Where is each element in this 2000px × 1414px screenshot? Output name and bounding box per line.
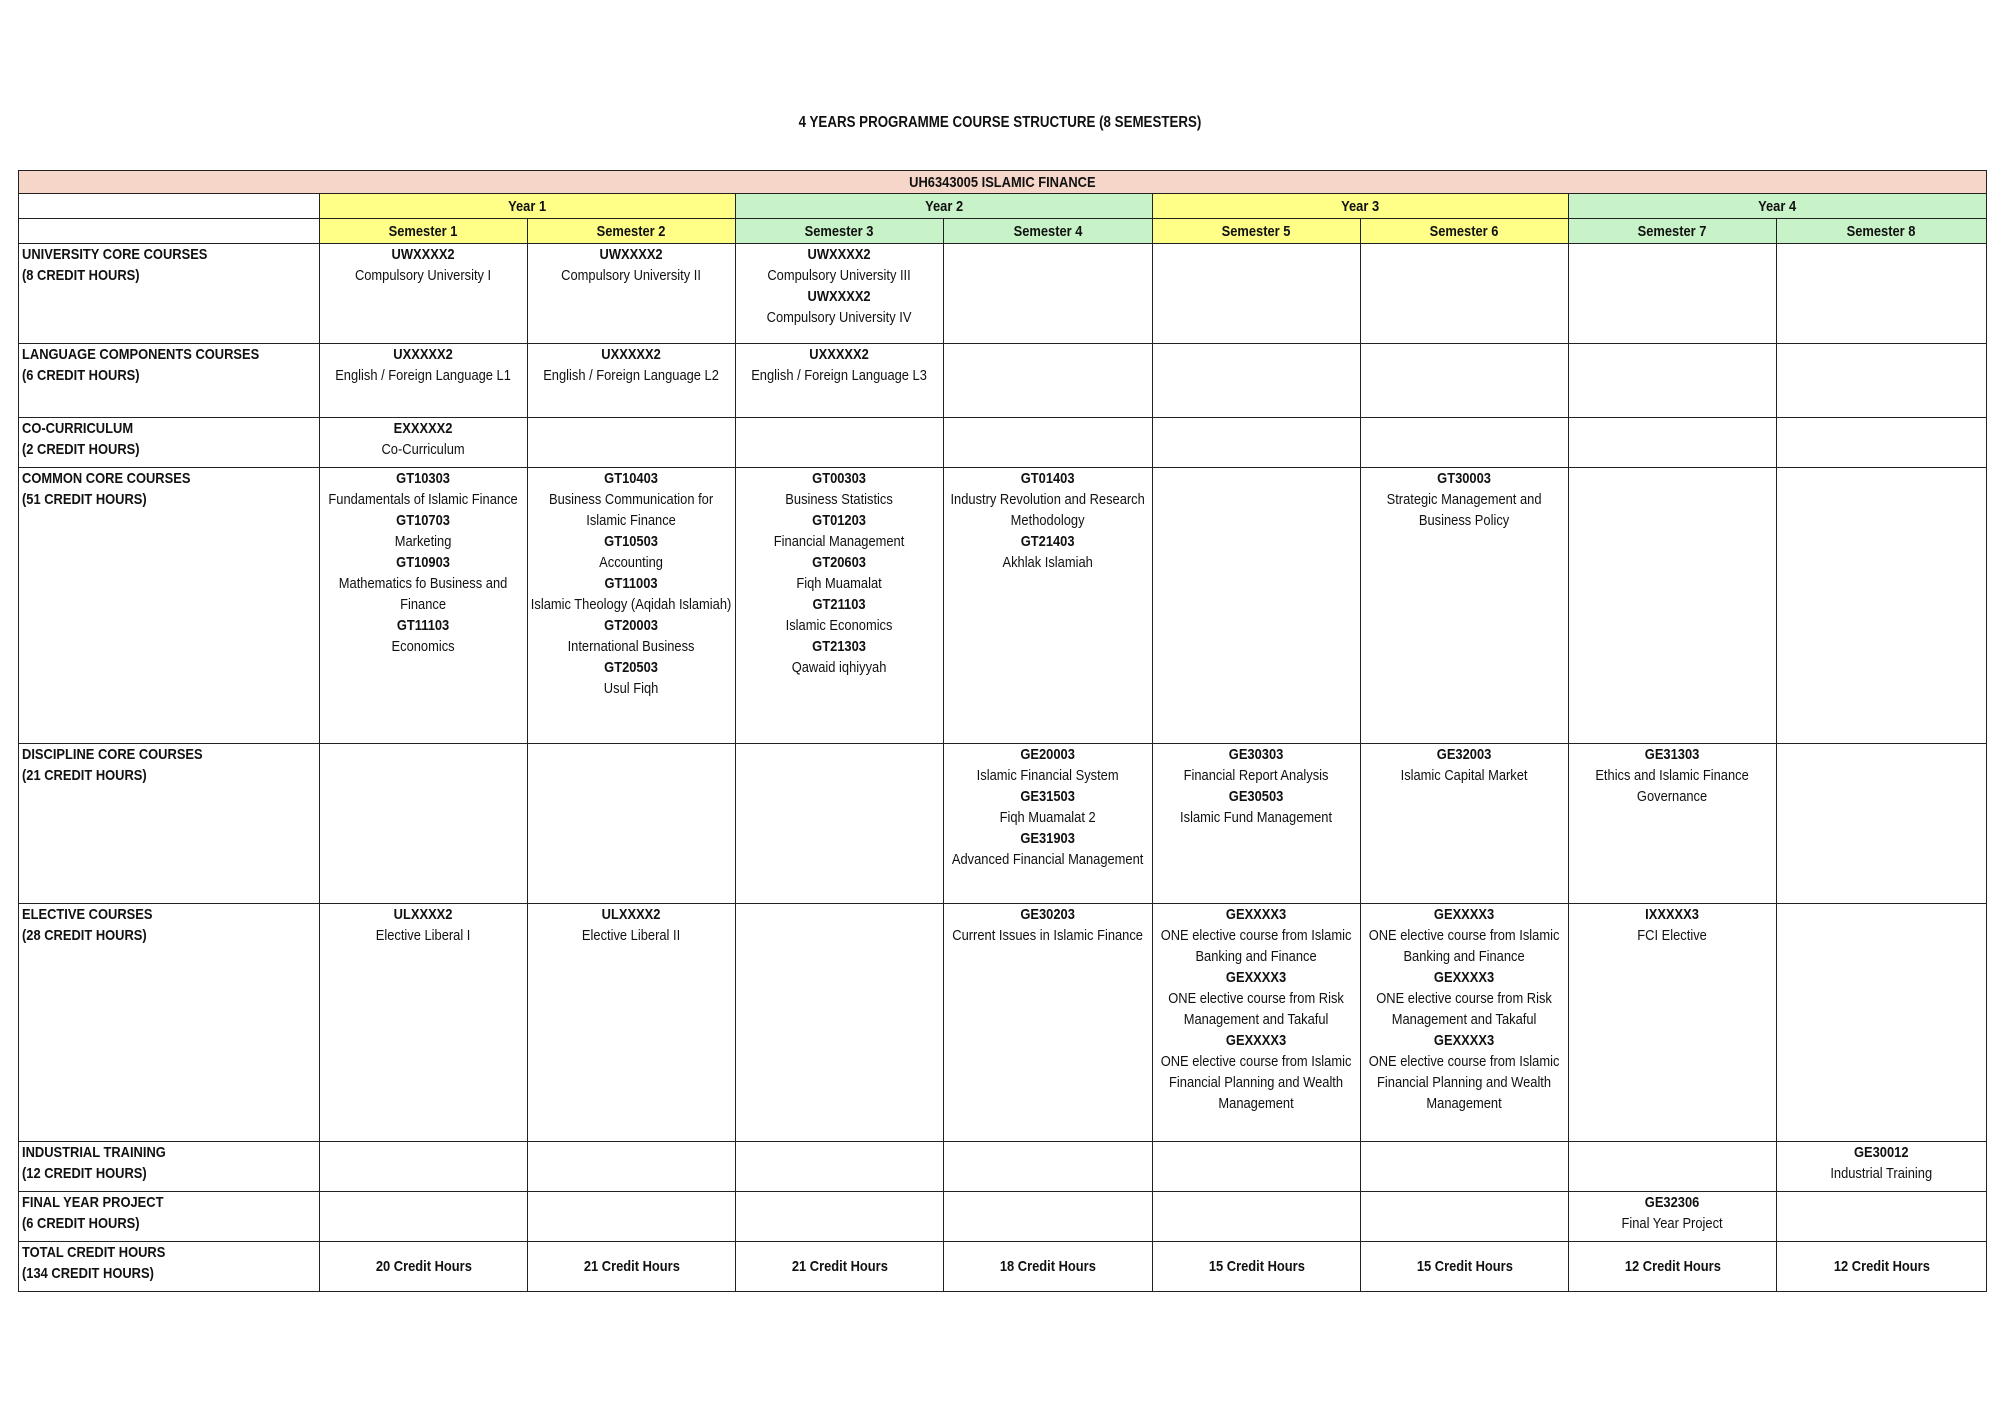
semester-8-header: Semester 8 — [1777, 219, 1987, 244]
course-code: GEXXXX3 — [1434, 1032, 1495, 1049]
category-credits: (6 CREDIT HOURS) — [22, 367, 140, 384]
semester-header-row — [19, 219, 1987, 244]
semester-5-cell — [1153, 904, 1361, 1142]
semester-7-cell — [1569, 1142, 1777, 1192]
course-structure-table — [18, 170, 1987, 1292]
course-code: IXXXXX3 — [1645, 906, 1700, 923]
category-label — [19, 904, 320, 1142]
course-name: Elective Liberal I — [376, 927, 471, 944]
category-credits: (28 CREDIT HOURS) — [22, 927, 147, 944]
course-code: GEXXXX3 — [1434, 906, 1495, 923]
programme-header-row — [19, 171, 1987, 194]
semester-3-cell — [736, 244, 944, 344]
course-code: GEXXXX3 — [1434, 969, 1495, 986]
semester-7-header: Semester 7 — [1569, 219, 1777, 244]
course-code: GT00303 — [812, 470, 867, 487]
category-credits: (21 CREDIT HOURS) — [22, 767, 147, 784]
course-name: ONE elective course from Risk Management and Takaful — [1168, 990, 1345, 1028]
course-name: Compulsory University III — [767, 267, 912, 284]
course-code: GEXXXX3 — [1226, 1032, 1287, 1049]
course-name: Elective Liberal II — [582, 927, 681, 944]
semester-5-cell — [1153, 1192, 1361, 1242]
semester-3-cell — [736, 468, 944, 744]
semester-1-header: Semester 1 — [320, 219, 528, 244]
course-code: GE30503 — [1229, 788, 1284, 805]
course-name: Mathematics fo Business and Finance — [339, 575, 508, 613]
category-label — [19, 418, 320, 468]
total-sem-7: 12 Credit Hours — [1569, 1242, 1777, 1292]
category-credits: (8 CREDIT HOURS) — [22, 267, 140, 284]
course-name: Strategic Management and Business Policy — [1387, 491, 1542, 529]
semester-4-cell — [944, 344, 1153, 418]
course-code: GT30003 — [1437, 470, 1492, 487]
semester-1-cell — [320, 904, 528, 1142]
total-sem-5: 15 Credit Hours — [1153, 1242, 1361, 1292]
course-code: UWXXXX2 — [807, 246, 872, 263]
semester-5-cell — [1153, 418, 1361, 468]
category-label — [19, 344, 320, 418]
semester-4-cell — [944, 1142, 1153, 1192]
course-code: UXXXXX2 — [393, 346, 454, 363]
course-code: GEXXXX3 — [1226, 969, 1287, 986]
total-sem-6: 15 Credit Hours — [1361, 1242, 1569, 1292]
semester-3-cell — [736, 1192, 944, 1242]
course-name: ONE elective course from Islamic Financial Planning and Wealth Management — [1161, 1053, 1352, 1112]
course-name: Fiqh Muamalat — [796, 575, 883, 592]
semester-8-cell — [1777, 744, 1987, 904]
course-code: ULXXXX2 — [602, 906, 661, 923]
category-credits: (12 CREDIT HOURS) — [22, 1165, 147, 1182]
semester-8-cell — [1777, 1142, 1987, 1192]
course-name: Financial Management — [774, 533, 905, 550]
semester-4-cell — [944, 904, 1153, 1142]
total-sem-1: 20 Credit Hours — [320, 1242, 528, 1292]
course-code: GE31503 — [1020, 788, 1076, 805]
course-name: Industrial Training — [1830, 1165, 1933, 1182]
category-label — [19, 1242, 320, 1292]
course-name: Islamic Theology (Aqidah Islamiah) — [531, 596, 732, 613]
semester-1-cell — [320, 468, 528, 744]
semester-8-cell — [1777, 418, 1987, 468]
semester-6-header: Semester 6 — [1361, 219, 1569, 244]
row-common-core — [19, 468, 1987, 744]
course-name: Qawaid iqhiyyah — [792, 659, 887, 676]
corner-cell — [19, 194, 320, 219]
course-code: GT11003 — [604, 575, 659, 592]
course-name: Economics — [391, 638, 456, 655]
category-name: UNIVERSITY CORE COURSES — [22, 246, 208, 263]
semester-2-cell — [528, 904, 736, 1142]
course-name: ONE elective course from Islamic Financial Planning and Wealth Management — [1369, 1053, 1560, 1112]
course-name: Business Statistics — [785, 491, 894, 508]
course-name: Compulsory University I — [355, 267, 492, 284]
document-title: 4 YEARS PROGRAMME COURSE STRUCTURE (8 SEMESTERS) — [798, 114, 1202, 131]
course-code: EXXXXX2 — [394, 420, 453, 437]
semester-3-cell — [736, 744, 944, 904]
year-2-header: Year 2 — [736, 194, 1153, 219]
semester-7-cell — [1569, 418, 1777, 468]
course-code: UWXXXX2 — [807, 288, 872, 305]
total-sem-8: 12 Credit Hours — [1777, 1242, 1987, 1292]
course-code: GE31303 — [1645, 746, 1700, 763]
course-name: Accounting — [599, 554, 664, 571]
course-name: ONE elective course from Islamic Banking and Finance — [1161, 927, 1352, 965]
total-sem-2: 21 Credit Hours — [528, 1242, 736, 1292]
semester-1-cell — [320, 344, 528, 418]
category-name: DISCIPLINE CORE COURSES — [22, 746, 203, 763]
course-code: GE30303 — [1229, 746, 1284, 763]
corner-cell — [19, 219, 320, 244]
semester-7-cell — [1569, 904, 1777, 1142]
course-code: GE30203 — [1020, 906, 1076, 923]
total-sem-3: 21 Credit Hours — [736, 1242, 944, 1292]
course-name: Compulsory University IV — [767, 309, 912, 326]
semester-2-header: Semester 2 — [528, 219, 736, 244]
semester-5-cell — [1153, 344, 1361, 418]
semester-6-cell — [1361, 244, 1569, 344]
course-code: UXXXXX2 — [601, 346, 662, 363]
semester-4-cell — [944, 1192, 1153, 1242]
course-code: UWXXXX2 — [599, 246, 664, 263]
semester-4-cell — [944, 418, 1153, 468]
semester-5-cell — [1153, 244, 1361, 344]
semester-1-cell — [320, 1142, 528, 1192]
semester-7-cell — [1569, 244, 1777, 344]
course-code: GT11103 — [397, 617, 450, 634]
semester-6-cell — [1361, 344, 1569, 418]
semester-5-cell — [1153, 744, 1361, 904]
semester-7-cell — [1569, 744, 1777, 904]
course-code: GE32003 — [1437, 746, 1492, 763]
course-name: Business Communication for Islamic Finance — [549, 491, 714, 529]
course-name: Islamic Fund Management — [1180, 809, 1333, 826]
semester-3-cell — [736, 418, 944, 468]
course-code: GT01203 — [812, 512, 867, 529]
total-sem-4: 18 Credit Hours — [944, 1242, 1153, 1292]
semester-8-cell — [1777, 244, 1987, 344]
course-code: GT01403 — [1021, 470, 1075, 487]
course-code: UWXXXX2 — [391, 246, 456, 263]
year-3-header: Year 3 — [1153, 194, 1569, 219]
semester-5-cell — [1153, 468, 1361, 744]
course-name: Co-Curriculum — [381, 441, 466, 458]
course-name: Industry Revolution and Research Methodology — [950, 491, 1146, 529]
course-name: Islamic Economics — [786, 617, 893, 634]
semester-2-cell — [528, 1192, 736, 1242]
category-credits: (2 CREDIT HOURS) — [22, 441, 140, 458]
row-university-core — [19, 244, 1987, 344]
semester-2-cell — [528, 244, 736, 344]
row-discipline-core — [19, 744, 1987, 904]
course-code: GT21303 — [812, 638, 867, 655]
semester-2-cell — [528, 418, 736, 468]
row-co-curriculum — [19, 418, 1987, 468]
category-name: INDUSTRIAL TRAINING — [22, 1144, 166, 1161]
row-total-credit-hours — [19, 1242, 1987, 1292]
semester-3-cell — [736, 1142, 944, 1192]
course-name: Final Year Project — [1621, 1215, 1724, 1232]
category-credits: (134 CREDIT HOURS) — [22, 1265, 154, 1282]
semester-5-header: Semester 5 — [1153, 219, 1361, 244]
semester-6-cell — [1361, 1142, 1569, 1192]
category-name: COMMON CORE COURSES — [22, 470, 191, 487]
course-name: English / Foreign Language L3 — [751, 367, 928, 384]
semester-1-cell — [320, 744, 528, 904]
course-code: GE32306 — [1645, 1194, 1700, 1211]
course-name: Fiqh Muamalat 2 — [999, 809, 1097, 826]
course-code: GT20603 — [812, 554, 867, 571]
course-code: GE31903 — [1020, 830, 1076, 847]
category-label — [19, 1192, 320, 1242]
category-label — [19, 244, 320, 344]
semester-6-cell — [1361, 904, 1569, 1142]
course-name: Ethics and Islamic Finance Governance — [1595, 767, 1750, 805]
semester-6-cell — [1361, 418, 1569, 468]
course-code: GT20003 — [604, 617, 659, 634]
semester-2-cell — [528, 344, 736, 418]
category-name: LANGUAGE COMPONENTS COURSES — [22, 346, 260, 363]
course-code: GT10403 — [604, 470, 659, 487]
semester-3-cell — [736, 904, 944, 1142]
course-name: Current Issues in Islamic Finance — [952, 927, 1144, 944]
category-name: CO-CURRICULUM — [22, 420, 134, 437]
course-code: GT10903 — [396, 554, 451, 571]
semester-5-cell — [1153, 1142, 1361, 1192]
course-code: GT10703 — [396, 512, 451, 529]
semester-8-cell — [1777, 1192, 1987, 1242]
course-code: GT10503 — [604, 533, 659, 550]
course-name: International Business — [568, 638, 695, 655]
semester-7-cell — [1569, 468, 1777, 744]
course-name: English / Foreign Language L2 — [543, 367, 720, 384]
course-name: Compulsory University II — [561, 267, 702, 284]
course-code: GE30012 — [1854, 1144, 1909, 1161]
course-code: GE20003 — [1020, 746, 1076, 763]
row-industrial-training — [19, 1142, 1987, 1192]
semester-6-cell — [1361, 744, 1569, 904]
course-code: GT20503 — [604, 659, 659, 676]
course-name: FCI Elective — [1637, 927, 1708, 944]
semester-4-cell — [944, 468, 1153, 744]
course-code: GEXXXX3 — [1226, 906, 1287, 923]
course-name: Akhlak Islamiah — [1002, 554, 1094, 571]
category-credits: (51 CREDIT HOURS) — [22, 491, 147, 508]
course-code: GT10303 — [396, 470, 451, 487]
semester-3-header: Semester 3 — [736, 219, 944, 244]
semester-6-cell — [1361, 468, 1569, 744]
year-1-header: Year 1 — [320, 194, 736, 219]
semester-2-cell — [528, 744, 736, 904]
semester-8-cell — [1777, 468, 1987, 744]
year-header-row — [19, 194, 1987, 219]
course-name: Financial Report Analysis — [1184, 767, 1329, 784]
category-name: TOTAL CREDIT HOURS — [22, 1244, 166, 1261]
course-name: Fundamentals of Islamic Finance — [328, 491, 519, 508]
semester-6-cell — [1361, 1192, 1569, 1242]
semester-4-cell — [944, 244, 1153, 344]
category-name: ELECTIVE COURSES — [22, 906, 153, 923]
course-name: English / Foreign Language L1 — [335, 367, 512, 384]
semester-8-cell — [1777, 344, 1987, 418]
course-name: Usul Fiqh — [604, 680, 659, 697]
course-name: Islamic Financial System — [977, 767, 1119, 784]
row-language-components — [19, 344, 1987, 418]
category-credits: (6 CREDIT HOURS) — [22, 1215, 140, 1232]
semester-4-cell — [944, 744, 1153, 904]
category-label — [19, 1142, 320, 1192]
semester-1-cell — [320, 418, 528, 468]
course-code: GT21103 — [812, 596, 867, 613]
category-label — [19, 744, 320, 904]
semester-2-cell — [528, 1142, 736, 1192]
semester-2-cell — [528, 468, 736, 744]
row-final-year-project — [19, 1192, 1987, 1242]
course-code: ULXXXX2 — [394, 906, 453, 923]
category-name: FINAL YEAR PROJECT — [22, 1194, 164, 1211]
semester-7-cell — [1569, 1192, 1777, 1242]
course-name: ONE elective course from Risk Management and Takaful — [1376, 990, 1553, 1028]
semester-1-cell — [320, 244, 528, 344]
category-label — [19, 468, 320, 744]
semester-3-cell — [736, 344, 944, 418]
programme-title: UH6343005 ISLAMIC FINANCE — [19, 171, 1987, 194]
course-code: UXXXXX2 — [809, 346, 870, 363]
semester-7-cell — [1569, 344, 1777, 418]
row-elective-courses — [19, 904, 1987, 1142]
semester-1-cell — [320, 1192, 528, 1242]
course-name: ONE elective course from Islamic Banking and Finance — [1369, 927, 1560, 965]
semester-8-cell — [1777, 904, 1987, 1142]
course-name: Islamic Capital Market — [1401, 767, 1528, 784]
semester-4-header: Semester 4 — [944, 219, 1153, 244]
course-code: GT21403 — [1021, 533, 1075, 550]
course-name: Advanced Financial Management — [952, 851, 1144, 868]
year-4-header: Year 4 — [1569, 194, 1987, 219]
course-name: Marketing — [395, 533, 452, 550]
